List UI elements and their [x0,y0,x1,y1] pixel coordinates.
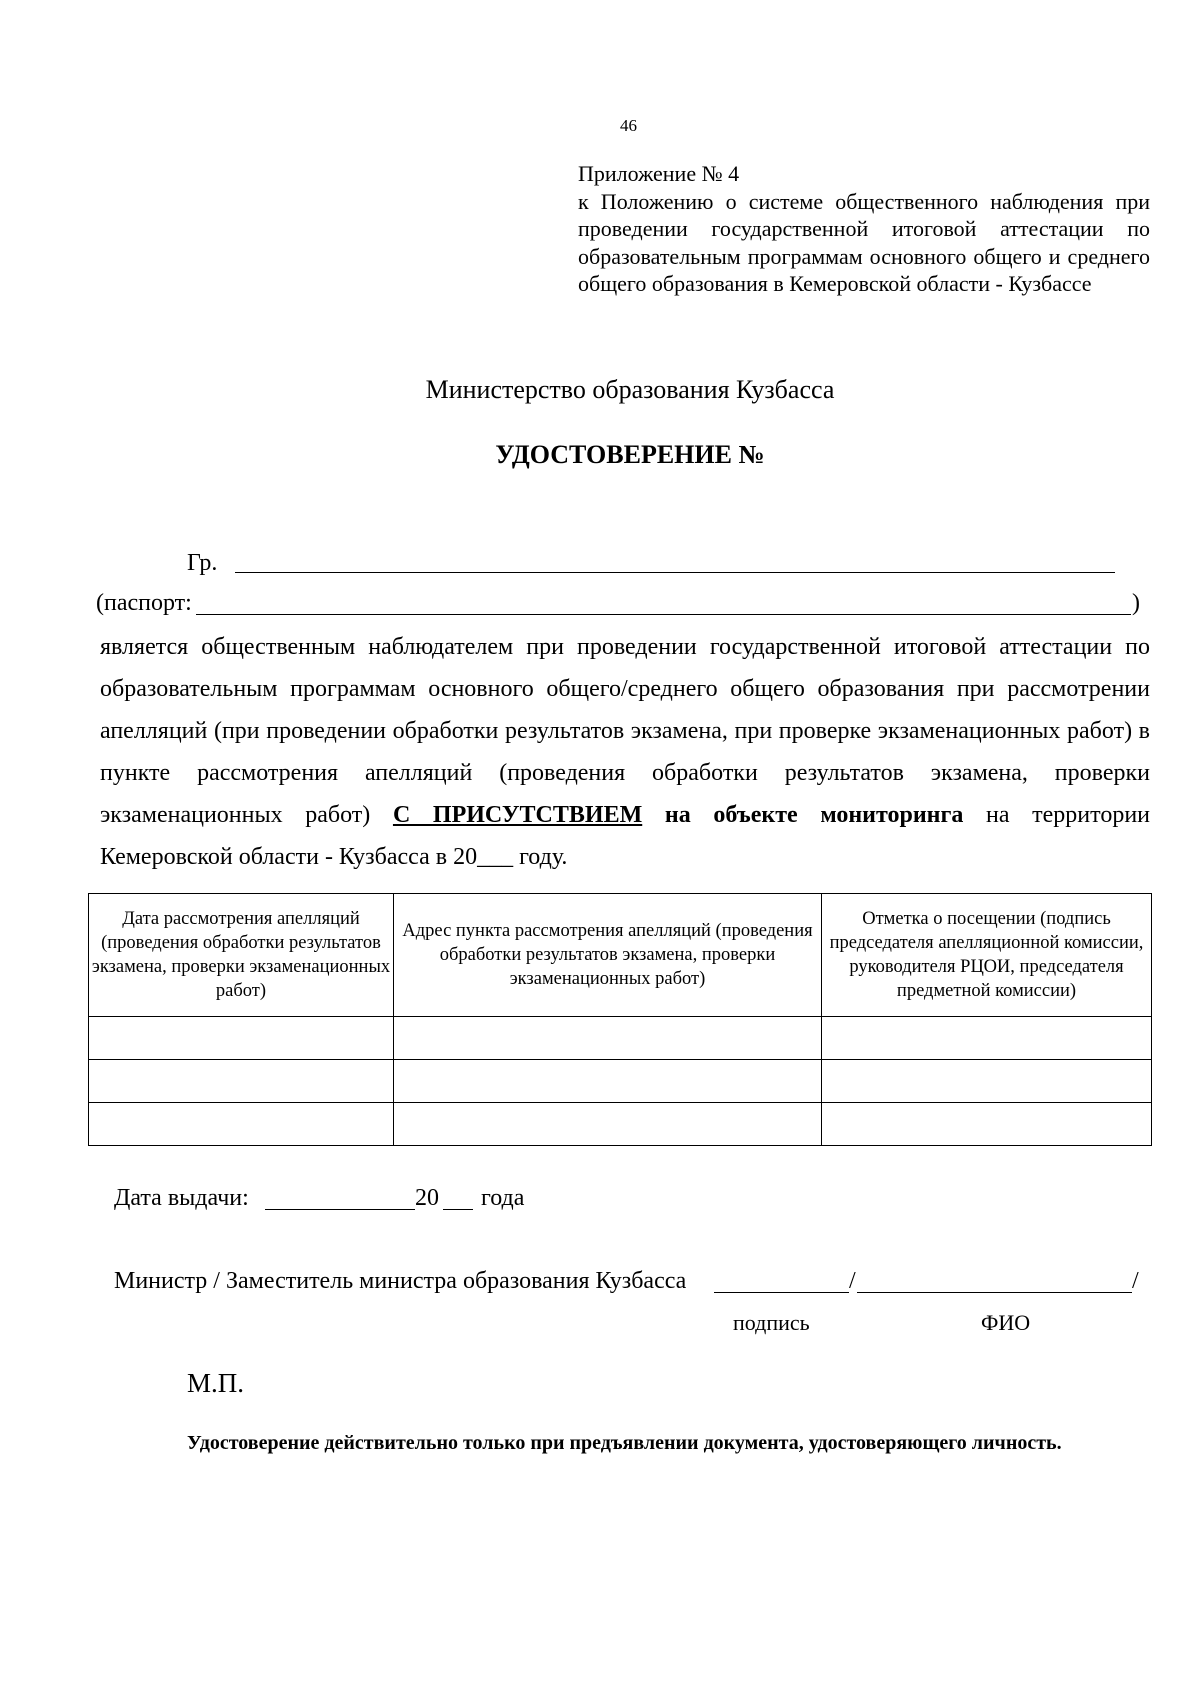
passport-close: ) [1132,590,1140,616]
body-text-bold: на объекте мониторинга [642,802,964,828]
body-text-underlined: С ПРИСУТСТВИЕМ [392,802,643,828]
appendix-block [578,160,1150,298]
table-row [89,1017,1152,1060]
table-row [89,1103,1152,1146]
issue-year-line [443,1209,473,1210]
signature-line [714,1292,849,1293]
page-number: 46 [620,116,637,135]
body-paragraph [100,626,1150,878]
issue-year-prefix: 20 [415,1185,439,1211]
table-cell[interactable] [89,1103,394,1146]
passport-row [96,590,1146,617]
visits-table [88,893,1152,1146]
body-text-part1: является общественным наблюдателем при проведении государственной итоговой аттестации по образовательным программам основного общего/среднего общего образования при рассмотрении апелляций (при проведении обработки результатов экзамена, при проверке экзаменационных работ) в пункте рассмотрения апелляций (проведения обработки результатов экзамена, проверки экзаменационных работ) [100,634,1150,828]
signature-slash-right: / [1132,1268,1139,1294]
signature-caption: подпись [733,1310,810,1335]
table-header-row [89,894,1152,1017]
name-caption: ФИО [981,1310,1031,1335]
passport-label: (паспорт: [96,590,192,616]
table-cell[interactable] [89,1060,394,1103]
ministry-name: Министерство образования Кузбасса [425,375,835,404]
header-address: Адрес пункта рассмотрения апелляций (проведения обработки результатов экзамена, проверки экзаменационных работ) [394,894,822,1017]
citizen-name-line [235,572,1115,573]
issue-date-line [265,1209,415,1210]
signatory-position: Министр / Заместитель министра образования Кузбасса [114,1268,687,1294]
table-cell[interactable] [822,1017,1152,1060]
name-line [857,1292,1132,1293]
body-text-part2: на территории Кемеровской области - Кузбасса в 20___ году. [100,802,1151,870]
table-cell[interactable] [394,1017,822,1060]
issue-date-label: Дата выдачи: [114,1185,249,1211]
table-cell[interactable] [822,1103,1152,1146]
signature-slash-left: / [849,1268,856,1294]
appendix-text: к Положению о системе общественного наблюдения при проведении государственной итоговой аттестации по образовательным программам основного общего и среднего общего образования в Кемеровской области - Кузбассе [578,188,1150,296]
table-cell[interactable] [394,1103,822,1146]
table-row [89,1060,1152,1103]
table-cell[interactable] [89,1017,394,1060]
table-cell[interactable] [394,1060,822,1103]
appendix-number: Приложение № 4 [578,161,740,186]
issue-year-suffix: года [481,1185,525,1211]
passport-line [196,614,1131,615]
table-cell[interactable] [822,1060,1152,1103]
header-visit-mark: Отметка о посещении (подпись председателя апелляционной комиссии, руководителя РЦОИ, председателя предметной комиссии) [822,894,1152,1017]
citizen-label: Гр. [187,550,218,576]
header-date: Дата рассмотрения апелляций (проведения обработки результатов экзамена, проверки экзаменационных работ) [89,894,394,1017]
document-title: УДОСТОВЕРЕНИЕ № [495,440,765,469]
stamp-place: М.П. [187,1368,245,1398]
validity-note: Удостоверение действительно только при предъявлении документа, удостоверяющего личность. [187,1432,1062,1454]
